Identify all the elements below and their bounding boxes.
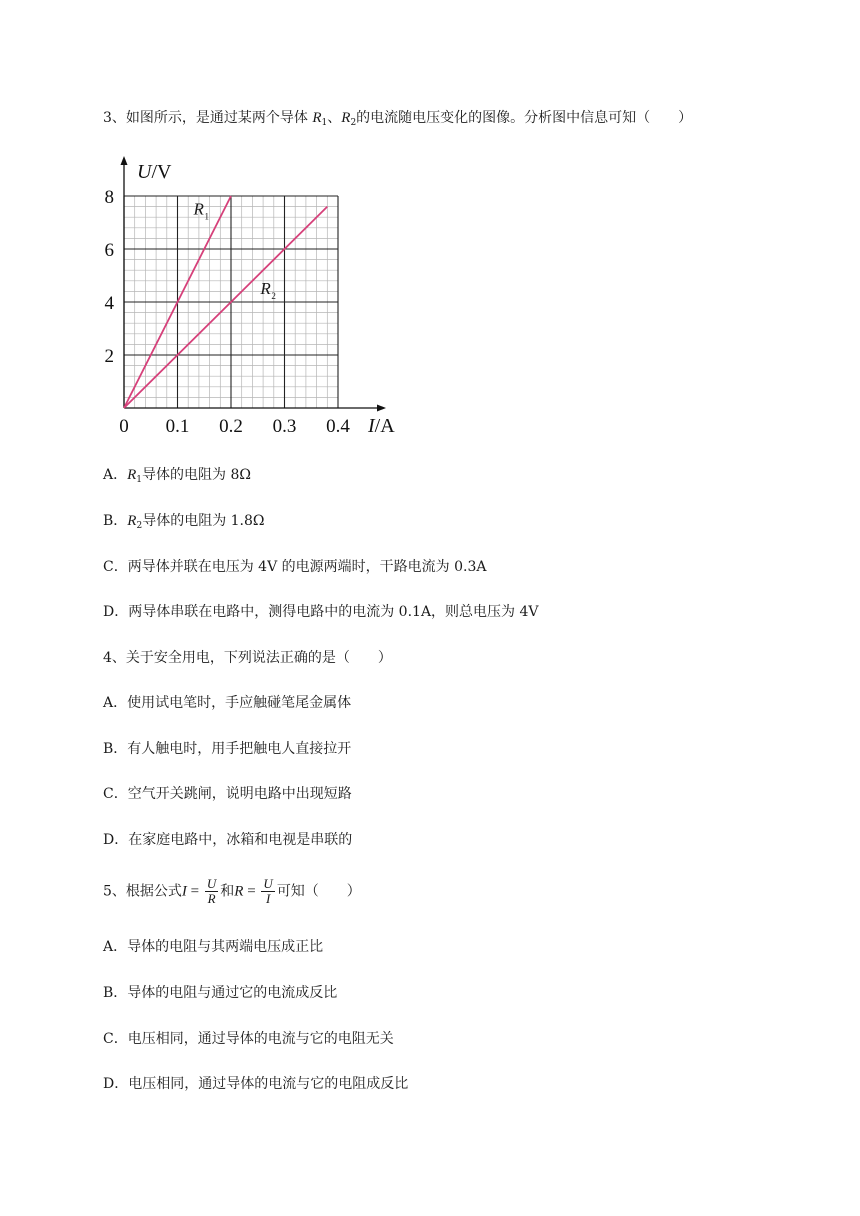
x-axis-label: I/A xyxy=(368,415,395,437)
series-label-1: R xyxy=(193,199,204,219)
formula-2: R = xyxy=(234,883,260,900)
series-line-2 xyxy=(124,207,327,408)
series-label-2: R xyxy=(260,279,271,299)
q3-option-b[interactable]: B．$R_2$导体的电阻为 1.8Ω xyxy=(103,513,265,531)
question-5-stem: 5、根据公式I = $\frac{U}{R}$ 和R = $\frac{U}{I}$ 可知（ ） xyxy=(103,876,361,906)
x-axis-arrow xyxy=(377,405,386,412)
q4-option-b[interactable]: B．有人触电时，用手把触电人直接拉开 xyxy=(103,741,352,757)
question-4-stem: 4、关于安全用电，下列说法正确的是（ ） xyxy=(103,650,392,666)
y-tick-label: 2 xyxy=(104,346,114,367)
q4-option-d[interactable]: D．在家庭电路中，冰箱和电视是串联的 xyxy=(103,832,353,848)
question-3-stem: 3、如图所示，是通过某两个导体 $R_1$、$R_2$的电流随电压变化的图像。分析图中信息可知（ ） xyxy=(103,110,693,128)
series-label-sub-1: 1 xyxy=(204,211,210,222)
y-tick-label: 4 xyxy=(104,293,114,314)
q5-option-d[interactable]: D．电压相同，通过导体的电流与它的电阻成反比 xyxy=(103,1076,409,1092)
u-i-graph xyxy=(95,150,405,440)
y-tick-label: 8 xyxy=(104,187,114,208)
y-axis-label: U/V xyxy=(137,161,172,183)
q5-option-b[interactable]: B．导体的电阻与通过它的电流成反比 xyxy=(103,985,338,1001)
q3-option-c[interactable]: C．两导体并联在电压为 4V 的电源两端时，干路电流为 0.3A xyxy=(103,559,487,575)
x-tick-label: 0.3 xyxy=(272,416,297,437)
y-tick-label: 6 xyxy=(104,240,114,261)
q3-option-d[interactable]: D．两导体串联在电路中，测得电路中的电流为 0.1A，则总电压为 4V xyxy=(103,604,539,620)
y-axis-arrow xyxy=(121,156,128,165)
x-tick-label: 0 xyxy=(119,416,129,437)
formula-1: I = xyxy=(181,883,203,900)
x-tick-label: 0.2 xyxy=(219,416,243,437)
q5-option-a[interactable]: A．导体的电阻与其两端电压成正比 xyxy=(103,939,324,955)
series-label-sub-2: 2 xyxy=(271,291,276,302)
q4-option-a[interactable]: A．使用试电笔时，手应触碰笔尾金属体 xyxy=(103,695,352,711)
q4-option-c[interactable]: C．空气开关跳闸，说明电路中出现短路 xyxy=(103,786,352,802)
chart-labels xyxy=(105,161,396,437)
x-tick-label: 0.4 xyxy=(326,416,350,437)
q5-option-c[interactable]: C．电压相同，通过导体的电流与它的电阻无关 xyxy=(103,1031,394,1047)
fraction-1: $\frac{U}{R}$ xyxy=(206,876,217,906)
fraction-2: $\frac{U}{I}$ xyxy=(263,876,273,906)
q3-option-a[interactable]: A．$R_1$导体的电阻为 8Ω xyxy=(103,467,251,485)
x-tick-label: 0.1 xyxy=(165,416,190,437)
